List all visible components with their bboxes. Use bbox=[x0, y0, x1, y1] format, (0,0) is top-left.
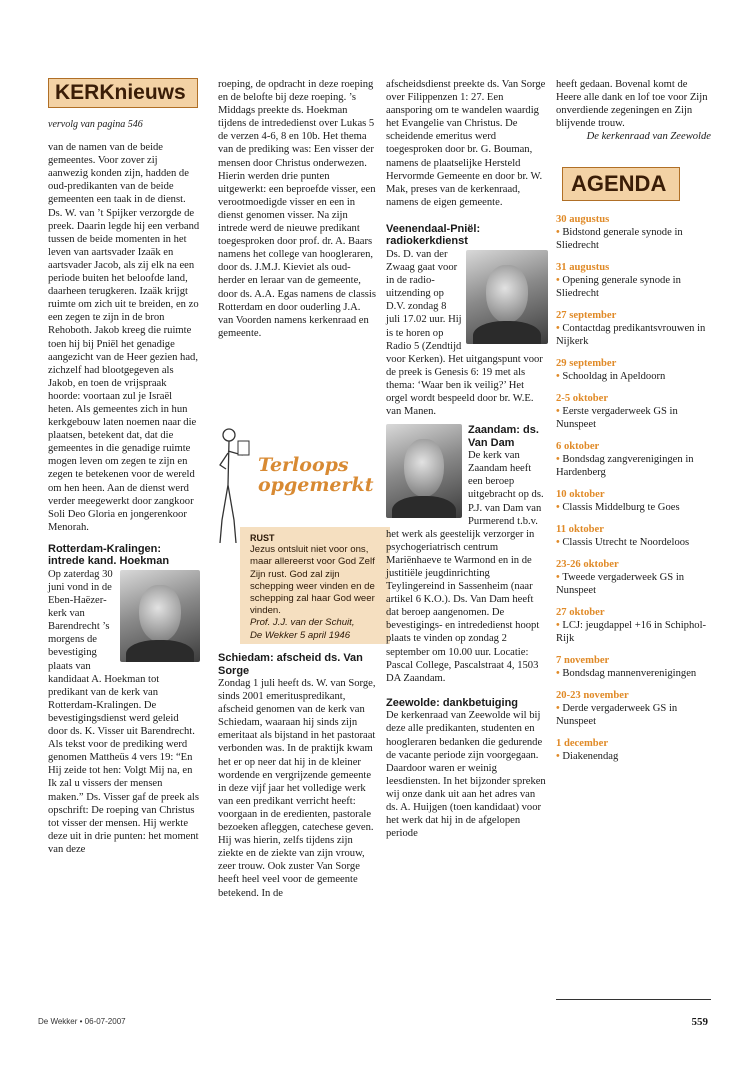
article-col2-text: roeping, de opdracht in deze roeping en de belofte bij deze roeping. ’s Middags preekte ds. Hoekman tijdens de intrededienst over Lukas 5 de verzen 4-6, 8 en 10b. Het thema van de prediking was: Een visser der mensen door Christus onderwezen. Hierin werden drie punten uitgewerkt: een beproefde visser, een verootmoedigde visser en een in dienst genomen visser. Na zijn intrede werd de nieuwe predikant toegesproken door prof. dr. A. Baars namens het college van hoogleraren, door ds. J.M.J. Kieviet als oud-herder en leraar van de gemeente, door ds. A.A. Egas namens de classis Rotterdam en door ouderling J.A. van Voorden namens kerkenraad en gemeente. bbox=[218, 79, 377, 339]
bullet-icon: • bbox=[556, 751, 563, 763]
agenda-item bbox=[556, 213, 711, 252]
agenda-date: 6 oktober bbox=[556, 441, 600, 453]
agenda-date: 10 oktober bbox=[556, 489, 605, 501]
section-text-schiedam: Zondag 1 juli heeft ds. W. van Sorge, sinds 2001 emerituspredikant, afscheid genomen van de kerk van Schiedam, waaraan hij sinds zijn emeritaat als bijstand in het pastoraat verbonden was. In de praktijk kwam het er op neer dat hij in de kleiner wordende en vergrijzende gemeente in deze vijf jaar het volledige werk van een predikant verricht heeft: voorgaan in de eredienten, pastorale bezoeken afleggen, catechese geven. Hij was hierin, zelfs tijdens zijn ziekte en de ziekte van zijn vrouw, zeer trouw. Ook zuster Van Sorge heeft heel veel voor de gemeente betekend. In de bbox=[218, 678, 376, 899]
agenda-desc bbox=[556, 536, 711, 549]
divider bbox=[556, 999, 711, 1000]
quote-text: Jezus ontsluit niet voor ons, maar allereerst voor God Zelf Zijn rust. God zal zijn schepping weer vinden en de schepping zal haar God weer vinden. bbox=[250, 544, 375, 617]
agenda-desc bbox=[556, 571, 711, 597]
continued-note: vervolg van pagina 546 bbox=[48, 119, 143, 130]
bullet-icon: • bbox=[556, 572, 563, 584]
footer-left: De Wekker • 06-07-2007 bbox=[38, 1017, 126, 1026]
column-4 bbox=[556, 78, 711, 772]
quote-author: Prof. J.J. van der Schuit, bbox=[250, 617, 355, 629]
agenda-desc-text: Opening generale synode in Sliedrecht bbox=[556, 275, 681, 300]
kerknieuws-heading: KERKnieuws bbox=[48, 78, 198, 108]
agenda-desc bbox=[556, 501, 711, 514]
agenda-item bbox=[556, 261, 711, 300]
quote-label: RUST bbox=[250, 533, 275, 543]
bullet-icon: • bbox=[556, 406, 563, 418]
terloops-box bbox=[210, 425, 380, 647]
agenda-desc-text: Derde vergaderweek GS in Nunspeet bbox=[556, 703, 678, 728]
agenda-desc-text: Contactdag predikantsvrouwen in Nijkerk bbox=[556, 323, 706, 348]
agenda-desc-text: Eerste vergaderweek GS in Nunspeet bbox=[556, 406, 678, 431]
section-text-veenendaal: Ds. D. van der Zwaag gaat voor in de radio-uitzending op D.V. zondag 8 juli 17.02 uur. Hij is te horen op Radio 5 (Zendtijd voor Kerken). Het uitgangspunt voor de preek is Genesis 6: 19 met als thema: ‘Waar ben ik veilig?’ Het orgel wordt bespeeld door br. W.E. van Manen. bbox=[386, 248, 543, 418]
agenda-date: 1 december bbox=[556, 738, 609, 750]
agenda-date: 29 september bbox=[556, 358, 617, 370]
bullet-icon: • bbox=[556, 703, 563, 715]
bullet-icon: • bbox=[556, 454, 563, 466]
agenda-desc bbox=[556, 370, 711, 383]
agenda-desc-text: LCJ: jeugdappel +16 in Schiphol-Rijk bbox=[556, 620, 707, 645]
section-title-zaandam: Zaandam: ds. Van Dam bbox=[468, 424, 539, 449]
agenda-desc-text: Tweede vergaderweek GS in Nunspeet bbox=[556, 572, 685, 597]
column-3 bbox=[386, 78, 548, 840]
agenda-desc-text: Bidstond generale synode in Sliedrecht bbox=[556, 227, 683, 252]
section-text-zaandam: De kerk van Zaandam heeft een beroep uitgebracht op ds. P.J. van Dam van Purmerend t.b.v. het werk als geestelijk verzorger in psychogeriatrisch centrum Mariënhaeve te Warmond en in de justitiële jeugdinrichting Teylingereind in Sassenheim (naar artikel 6 K.O.). Ds. Van Dam heeft dat beroep aangenomen. De bevestigings- en intrededienst hoopt plaats te vinden op zondag 2 september om 10.00 uur. Locatie: Pascal College, Pascalstraat 4, 1503 DA Zaandam. bbox=[386, 450, 544, 684]
agenda-desc bbox=[556, 274, 711, 300]
agenda-item bbox=[556, 606, 711, 645]
agenda-date: 27 september bbox=[556, 310, 617, 322]
agenda-date: 30 augustus bbox=[556, 214, 610, 226]
agenda-desc-text: Bondsdag zangverenigingen in Hardenberg bbox=[556, 454, 694, 479]
agenda-item bbox=[556, 523, 711, 549]
agenda-desc-text: Classis Middelburg te Goes bbox=[562, 502, 680, 514]
section-title-rotterdam: Rotterdam-Kralingen: intrede kand. Hoekman bbox=[48, 542, 170, 568]
agenda-desc bbox=[556, 226, 711, 252]
column-2 bbox=[218, 78, 376, 340]
bullet-icon: • bbox=[556, 275, 563, 287]
agenda-desc bbox=[556, 702, 711, 728]
bullet-icon: • bbox=[556, 620, 563, 632]
agenda-desc bbox=[556, 322, 711, 348]
section-title-schiedam: Schiedam: afscheid ds. Van Sorge bbox=[218, 652, 363, 677]
agenda-item bbox=[556, 357, 711, 383]
photo-van-der-zwaag bbox=[466, 250, 548, 344]
agenda-date: 2-5 oktober bbox=[556, 393, 609, 405]
agenda-item bbox=[556, 689, 711, 728]
section-title-zeewolde: Zeewolde: dankbetuiging bbox=[386, 696, 519, 709]
signature: De kerkenraad van Zeewolde bbox=[586, 131, 711, 143]
agenda-date: 7 november bbox=[556, 655, 610, 667]
agenda-item bbox=[556, 309, 711, 348]
bullet-icon: • bbox=[556, 323, 563, 335]
agenda-item bbox=[556, 440, 711, 479]
bullet-icon: • bbox=[556, 668, 563, 680]
agenda-date: 23-26 oktober bbox=[556, 559, 619, 571]
bullet-icon: • bbox=[556, 227, 563, 239]
page-number: 559 bbox=[691, 1016, 708, 1028]
agenda-desc-text: Schooldag in Apeldoorn bbox=[562, 371, 666, 383]
photo-hoekman bbox=[120, 570, 200, 662]
bullet-icon: • bbox=[556, 502, 563, 514]
agenda-desc bbox=[556, 619, 711, 645]
agenda-desc-text: Bondsdag mannenverenigingen bbox=[562, 668, 697, 680]
section-text-zeewolde: De kerkenraad van Zeewolde wil bij deze alle predikanten, studenten en hoogleraren bedanken die gedurende de vacante periode zijn voorgegaan. Daardoor waren er weinig leesdiensten. In het bijzonder spreken wij onze dank uit aan het adres van ds. A. Huijgen (toen kandidaat) voor het werk dat hij in de afgelopen periode bbox=[386, 710, 546, 840]
quote-box bbox=[240, 527, 390, 644]
quote-source: De Wekker 5 april 1946 bbox=[250, 629, 351, 641]
section-text-rotterdam: Op zaterdag 30 juni vond in de Eben-Haëzer-kerk van Barendrecht ’s morgens de bevestiging plaats van kandidaat A. Hoekman tot predikant van de kerk van Rotterdam-Kralingen. De bevestigingsdienst werd geleid door ds. K. Visser uit Barendrecht. Als tekst voor de prediking werd genomen Mattheüs 4 vers 19: “En Hij zeide tot hen: Volgt Mij na, en Ik zal u vissers der mensen maken.” Ds. Visser gaf de preek als opschrift: De roeping van Christus tot visser der mensen. Hij werkte deze uit in drie punten: het moment van deze bbox=[48, 568, 199, 855]
agenda-desc bbox=[556, 750, 711, 763]
agenda-item bbox=[556, 654, 711, 680]
agenda-desc-text: Diakenendag bbox=[562, 751, 619, 763]
terloops-title-line1: Terloops bbox=[258, 454, 349, 476]
article-col3-text: afscheidsdienst preekte ds. Van Sorge over Filippenzen 1: 27. Een aansporing om te wandelen waardig het Evangelie van Christus. De scheidende emeritus werd toegesproken door br. G. Bouman, namens de plaatselijke Hersteld Hervormde Gemeente en door br. W. Mak, preses van de kerkenraad, namens de eigen gemeente. bbox=[386, 79, 546, 208]
article-intro: van de namen van de beide gemeentes. Voor zover zij aanwezig konden zijn, hadden de oud-predikanten van de beide gemeenten een taak in de dienst. Ds. W. van ’t Spijker verzorgde de preek. Daarin legde hij een verband tussen de beide momenten in het leven van aartsvader Izaäk en aartsvader Jacob, als zij elk na een periode buiten het beloofde land, daarheen terugkeren. Izaäk krijgt ruimte om zich uit te breiden, en zo een zegen te zijn in de bron Rehoboth. Jakob kreeg die ruimte toen hij bij Pniël het genadige aangezicht van de Heer gezien had, zichzelf had blootgegeven als Jakob, en toen de vrijspraak hoorde: voortaan zul je Israël heten. Als gemeentes zich in hun kerkgebouw laten noemen naar die plaatsen, betekent dat, dat die gemeentes in die genadige ruimte mogen leven om zegen te zijn en zegen te betekenen voor de wereld om hen heen. Aan de dienst werd verder meegewerkt door zangkoor Soli Deo Gloria en jongerenkoor Menorah. bbox=[48, 142, 200, 533]
terloops-title bbox=[258, 455, 373, 495]
agenda-list bbox=[556, 213, 711, 763]
agenda-date: 20-23 november bbox=[556, 690, 629, 702]
agenda-desc bbox=[556, 453, 711, 479]
agenda-desc bbox=[556, 667, 711, 680]
agenda-date: 31 augustus bbox=[556, 262, 610, 274]
agenda-heading: AGENDA bbox=[562, 167, 680, 201]
photo-van-dam bbox=[386, 424, 462, 518]
agenda-item bbox=[556, 558, 711, 597]
bullet-icon: • bbox=[556, 537, 563, 549]
agenda-item bbox=[556, 737, 711, 763]
agenda-item bbox=[556, 392, 711, 431]
article-col4-text: heeft gedaan. Bovenal komt de Heere alle dank en lof toe voor Zijn onverdiende zegeningen en Zijn blijvende trouw. bbox=[556, 79, 708, 130]
terloops-title-line2: opgemerkt bbox=[258, 474, 374, 496]
agenda-date: 11 oktober bbox=[556, 524, 604, 536]
agenda-desc-text: Classis Utrecht te Noordeloos bbox=[562, 537, 690, 549]
agenda-desc bbox=[556, 405, 711, 431]
column-1 bbox=[48, 78, 200, 856]
agenda-item bbox=[556, 488, 711, 514]
bullet-icon: • bbox=[556, 371, 563, 383]
section-title-veenendaal: Veenendaal-Pniël: radiokerkdienst bbox=[386, 222, 481, 248]
agenda-date: 27 oktober bbox=[556, 607, 605, 619]
column-2-lower bbox=[218, 652, 376, 900]
